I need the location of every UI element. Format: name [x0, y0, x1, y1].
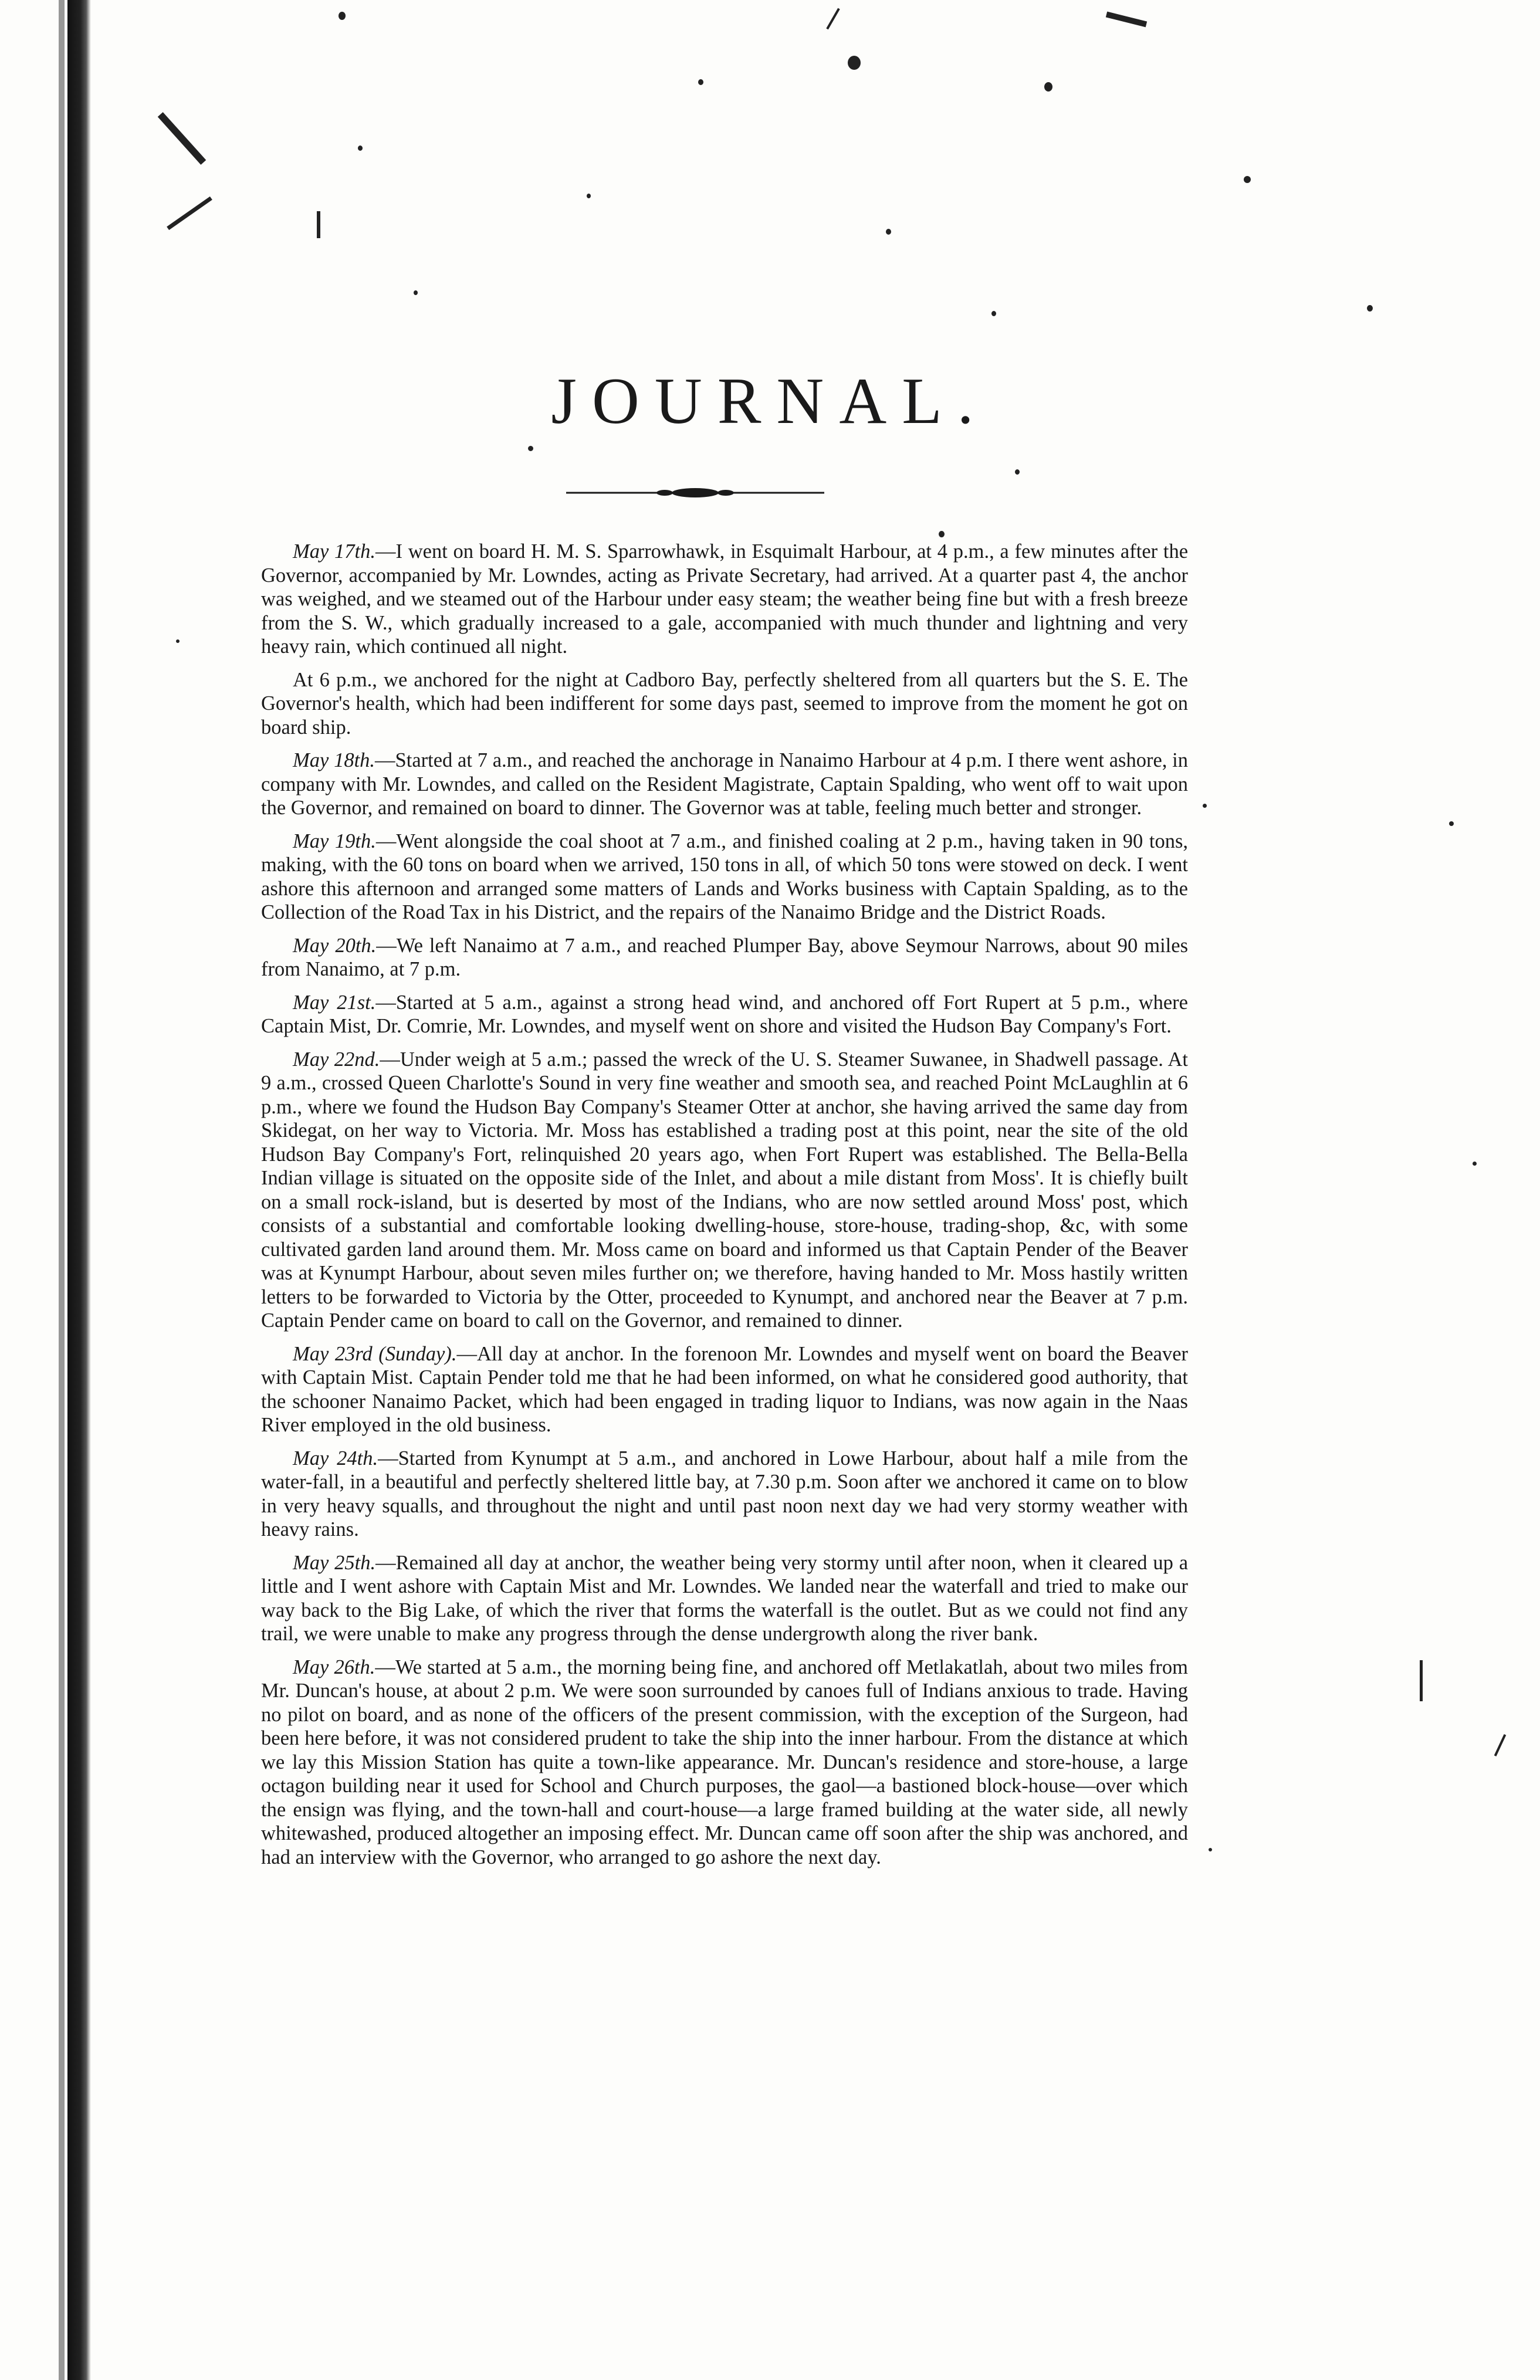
ink-mark [167, 197, 212, 230]
entry-text: —Started at 5 a.m., against a strong head wind, and anchored off Fort Rupert at 5 p.m., where Captain Mist, Dr. Comrie, Mr. Lowndes, and myself went on shore and visited the Hudson Bay Company's Fort. [261, 991, 1188, 1037]
journal-entry [261, 830, 1188, 925]
ink-speck [339, 12, 346, 20]
entry-text: —Under weigh at 5 a.m.; passed the wreck of the U. S. Steamer Suwanee, in Shadwell passage. At 9 a.m., crossed Queen Charlotte's Sound in very fine weather and smooth sea, and reached Point McLaughlin at 6 p.m., where we found the Hudson Bay Company's Steamer Otter at anchor, she having arrived the same day from Skidegat, on her way to Victoria. Mr. Moss has established a trading post at this point, near the site of the old Hudson Bay Company's Fort, relinquished 20 years ago, when Fort Rupert was established. The Bella-Bella Indian village is situated on the opposite side of the Inlet, and about a mile distant from Moss'. It is chiefly built on a small rock-island, but is deserted by most of the Indians, who are now settled around Moss' post, which consists of a substantial and comfortable looking dwelling-house, store-house, trading-shop, &c, with some cultivated garden land around them. Mr. Moss came on board and informed us that Captain Pender of the Beaver was at Kynumpt Harbour, about seven miles further on; we therefore, having handed to Mr. Moss hastily written letters to be forwarded to Victoria by the Otter, proceeded to Kynumpt, and anchored near the Beaver at 7 p.m. Captain Pender came on board to call on the Governor, and remained to dinner. [261, 1048, 1188, 1332]
journal-entry [261, 1342, 1188, 1437]
entry-text: —Started at 7 a.m., and reached the anchorage in Nanaimo Harbour at 4 p.m. I there went ashore, in company with Mr. Lowndes, and called on the Resident Magistrate, Captain Spalding, who went off to wait upon the Governor, and remained on board to dinner. The Governor was at table, feeling much better and stronger. [261, 749, 1189, 819]
entry-date: May 26th. [293, 1655, 375, 1678]
ink-mark [158, 112, 207, 165]
journal-entry [261, 1551, 1188, 1646]
ink-mark [1494, 1734, 1507, 1756]
journal-entry [261, 668, 1188, 740]
entry-text: At 6 p.m., we anchored for the night at Cadboro Bay, perfectly sheltered from all quarters but the S. E. The Governor's health, which had been indifferent for some days past, seemed to improve from the moment he got on board ship. [261, 668, 1188, 739]
ink-speck [1044, 82, 1052, 92]
journal-entry [261, 1655, 1188, 1870]
entry-text: —We left Nanaimo at 7 a.m., and reached Plumper Bay, above Seymour Narrows, about 90 miles from Nanaimo, at 7 p.m. [261, 934, 1189, 980]
ink-mark [317, 211, 320, 238]
entry-date: May 19th. [293, 830, 376, 852]
journal-entry [261, 934, 1188, 981]
entry-text: —I went on board H. M. S. Sparrowhawk, in Esquimalt Harbour, at 4 p.m., a few minutes after the Governor, accompanied by Mr. Lowndes, acting as Private Secretary, had arrived. At a quarter past 4, the anchor was weighed, and we steamed out of the Harbour under easy steam; the weather being fine but with a fresh breeze from the S. W., which gradually increased to a gale, accompanied with much thunder and lightning and very heavy rain, which continued all night. [261, 540, 1189, 658]
ink-speck [1015, 469, 1020, 475]
ink-speck [1244, 176, 1251, 183]
ink-speck [587, 194, 591, 198]
ink-speck [358, 145, 363, 151]
ink-speck [698, 79, 703, 85]
ink-speck [991, 311, 996, 316]
ink-speck [528, 446, 533, 451]
ink-speck [1473, 1162, 1477, 1166]
journal-body [261, 540, 1188, 1878]
ink-mark [1106, 12, 1147, 28]
entry-date: May 25th. [293, 1551, 376, 1574]
ink-speck [848, 56, 861, 70]
binding-edge [67, 0, 91, 2380]
entry-date: May 21st. [293, 991, 376, 1014]
ink-speck [886, 229, 891, 235]
journal-entry [261, 749, 1188, 820]
entry-text: —Started from Kynumpt at 5 a.m., and anchored in Lowe Harbour, about half a mile from the water-fall, in a beautiful and perfectly sheltered little bay, at 7.30 p.m. Soon after we anchored it came on to blow in very heavy squalls, and throughout the night and until past noon next day we had very stormy weather with heavy rains. [261, 1447, 1188, 1541]
journal-entry [261, 1048, 1188, 1333]
ink-speck [1209, 1848, 1212, 1851]
entry-date: May 18th. [293, 749, 375, 771]
ink-speck [1203, 804, 1207, 808]
entry-date: May 17th. [293, 540, 376, 563]
ink-speck [1367, 305, 1373, 312]
ink-mark [826, 8, 840, 30]
binding-shadow [59, 0, 65, 2380]
entry-text: —Remained all day at anchor, the weather being very stormy until after noon, when it cleared up a little and I went ashore with Captain Mist and Mr. Lowndes. We landed near the waterfall and tried to make our way back to the Big Lake, of which the river that forms the waterfall is the outlet. But as we could not find any trail, we were unable to make any progress through the dense undergrowth along the river bank. [261, 1551, 1189, 1645]
entry-date: May 20th. [293, 934, 377, 957]
journal-entry [261, 991, 1188, 1038]
ink-speck [1449, 821, 1454, 826]
journal-entry [261, 540, 1188, 659]
page-title: JOURNAL. [551, 365, 989, 438]
ink-speck [414, 290, 418, 295]
ornamental-rule [566, 486, 824, 500]
entry-text: —All day at anchor. In the forenoon Mr. Lowndes and myself went on board the Beaver with Captain Mist. Captain Pender told me that he had been informed, on what he considered good authority, that the schooner Nanaimo Packet, which had been engaged in trading liquor to Indians, was now again in the Naas River employed in the old business. [261, 1342, 1188, 1436]
entry-text: —We started at 5 a.m., the morning being fine, and anchored off Metlakatlah, about two miles from Mr. Duncan's house, at about 2 p.m. We were soon surrounded by canoes full of Indians anxious to trade. Having no pilot on board, and as none of the officers of the present commission, with the exception of the Surgeon, had been here before, it was not considered prudent to take the ship into the inner harbour. From the distance at which we lay this Mission Station has quite a town-like appearance. Mr. Duncan's residence and store-house, a large octagon building near it used for School and Church purposes, the gaol—a bastioned block-house—over which the ensign was flying, and the town-hall and court-house—a large framed building at the water side, all newly whitewashed, produced altogether an imposing effect. Mr. Duncan came off soon after the ship was anchored, and had an interview with the Governor, who arranged to go ashore the next day. [261, 1655, 1189, 1868]
journal-entry [261, 1447, 1188, 1542]
ink-mark [1420, 1660, 1423, 1701]
entry-text: —Went alongside the coal shoot at 7 a.m., and finished coaling at 2 p.m., having taken in 90 tons, making, with the 60 tons on board when we arrived, 150 tons in all, of which 50 tons were stowed on deck. I went ashore this afternoon and arranged some matters of Lands and Works business with Captain Spalding, as to the Collection of the Road Tax in his District, and the repairs of the Nanaimo Bridge and the District Roads. [261, 830, 1189, 923]
entry-date: May 22nd. [293, 1048, 380, 1071]
entry-date: May 24th. [293, 1447, 378, 1470]
ink-speck [939, 531, 945, 537]
ink-speck [176, 639, 180, 643]
entry-date: May 23rd (Sunday). [293, 1342, 457, 1365]
